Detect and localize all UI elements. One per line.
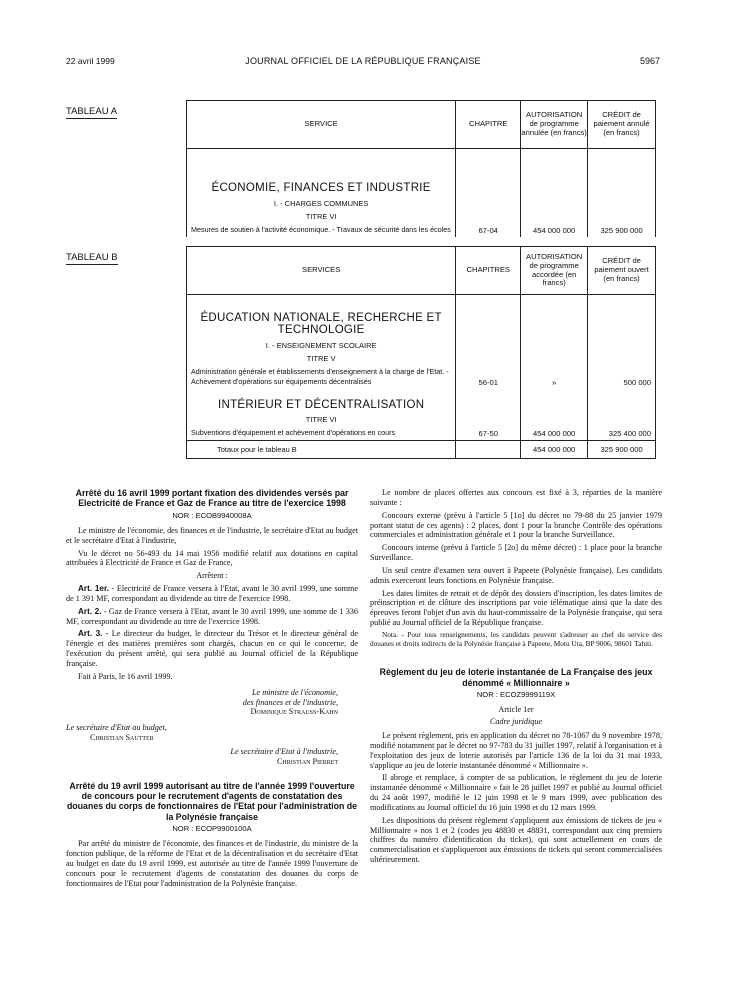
col-header-chapitres: CHAPITRES [456, 247, 521, 295]
arrete-2-interne: Concours interne (prévu à l'article 5 [2o] du même décret) : 1 place pour la branche Surveillance. [370, 543, 662, 563]
autorisation-value: » [521, 295, 588, 389]
arrete-1-arretent: Arrêtent : [196, 571, 228, 581]
section-title: INTÉRIEUR ET DÉCENTRALISATION [217, 398, 425, 411]
section-subtitle: I. - CHARGES COMMUNES [273, 198, 369, 208]
arrete-1-vu: Vu le décret no 56-493 du 14 mai 1956 modifié relatif aux dotations en capital attribuées à Electricité de France et Gaz de France, [66, 548, 358, 568]
section-titre: TITRE VI [305, 415, 337, 425]
tableau-b-label: TABLEAU B [66, 252, 118, 263]
issue-date: 22 avril 1999 [66, 56, 115, 66]
section-titre: TITRE V [306, 354, 336, 364]
service-line: Administration générale et établissements d'enseignement à la charge de l'Etat. - Achèvement d'opérations sur équipements décentralisés [191, 367, 449, 386]
autorisation-value: 454 000 000 [521, 149, 588, 237]
chapitre-value: 67-50 [456, 389, 521, 441]
signature-minister: Le ministre de l'économie, des finances et de l'industrie, Dominique Strauss-Kahn [242, 687, 338, 717]
section-title: ÉDUCATION NATIONALE, RECHERCHE ET TECHNOLOGIE [200, 311, 442, 337]
arrete-1-nor: NOR : ECOB9940008A [172, 510, 252, 520]
arrete-1-art-1: Art. 1er. - Electricité de France versera à l'Etat, avant le 30 avril 1999, une somme de 1 391 MF, correspondant au dividende au titre de l'exercice 1998. [66, 584, 358, 603]
total-autorisation: 454 000 000 [521, 441, 588, 459]
arrete-2-places: Le nombre de places offertes aux concours est fixé à 3, réparties de la manière suivante : [370, 488, 662, 507]
arrete-2-title: Arrêté du 19 avril 1999 autorisant au titre de l'année 1999 l'ouverture de concours pour le recrutement d'agents de constatation des douanes du corps de fonctionnaires de l'Etat pour l'administration de la Polynésie française [66, 780, 358, 822]
tableau-a-header-row [187, 101, 656, 149]
signature-industrie: Le secrétaire d'Etat à l'industrie, Christian Pierret [230, 746, 338, 766]
tableau-a-body-row [187, 149, 656, 237]
reglement-title: Règlement du jeu de loterie instantanée de La Française des jeux dénommé « Millionnaire » [379, 667, 653, 688]
total-label: Totaux pour le tableau B [187, 441, 456, 459]
reglement-p2: Il abroge et remplace, à compter de sa publication, le règlement du jeu de loterie instantanée dénommé « Millionnaire » fait le 28 juillet 1997 et publié au Journal officiel du 24 août 1997, modifié le 12 juin 1998 et le 9 mars 1999, avec publication des modifications au Journal officiel du 16 juin 1998 et du 12 mars 1999. [370, 773, 662, 812]
arrete-1-title: Arrêté du 16 avril 1999 portant fixation des dividendes versés par Electricité de France et Gaz de France au titre de l'exercice 1998 [75, 488, 349, 509]
col-header-credit: CRÉDIT de paiement annulé (en francs) [588, 101, 656, 149]
col-header-autorisation: AUTORISATION de programme accordée (en francs) [521, 247, 588, 295]
left-column [66, 488, 358, 891]
tableau-b-row-education [187, 295, 656, 389]
col-header-chapitre: CHAPITRE [456, 101, 521, 149]
col-header-autorisation: AUTORISATION de programme annulée (en francs) [521, 101, 588, 149]
service-line: Mesures de soutien à l'activité économique. - Travaux de sécurité dans les écoles [191, 224, 451, 234]
reglement-article-1: Article 1er [498, 705, 534, 715]
col-header-services: SERVICES [187, 247, 456, 295]
total-credit: 325 900 000 [588, 441, 656, 459]
tableau-a-label: TABLEAU A [66, 106, 118, 117]
arrete-1-art-3: Art. 3. - Le directeur du budget, le directeur du Trésor et le directeur général de l'énergie et des matières premières sont chargés, chacun en ce qui le concerne, de l'exécution du présent arrêté, qui sera publié au Journal officiel de la République française. [66, 629, 358, 668]
signature-budget: Le secrétaire d'Etat au budget, Christian Sautter [66, 723, 167, 743]
arrete-2-externe: Concours externe (prévu à l'article 5 [1o] du décret no 79-88 du 25 janvier 1979 portant statut de ces agents) : 2 places, dont 1 pour la branche Contrôle des opérations commerciales et administration générale et 1 pour la branche Surveillance. [370, 510, 662, 540]
tableau-b-total-row [187, 441, 656, 459]
credit-value: 500 000 [588, 295, 656, 389]
credit-value: 325 900 000 [588, 149, 656, 237]
arrete-1-fait: Fait à Paris, le 16 avril 1999. [78, 671, 173, 681]
journal-title: JOURNAL OFFICIEL DE LA RÉPUBLIQUE FRANÇAISE [245, 56, 481, 66]
arrete-2-dates: Les dates limites de retrait et de dépôt des dossiers d'inscription, les dates limites de préinscription et de clôture des inscriptions par voie télématique ainsi que la date des épreuves feront l'objet d'un avis du haut-commissaire de la Polynésie française, qui sera publié au Journal officiel de la République française. [370, 588, 662, 628]
tableau-a [186, 100, 656, 237]
reglement-p3: Les dispositions du présent règlement s'appliquent aux émissions de tickets de jeu « Millionnaire » nos 1 et 2 (codes jeu 48830 et 48831, correspondant aux cinq premiers chiffres du numéro d'identification du ticket), qui sont actuellement en cours de commercialisation et s'appliqueront aux émissions de tickets qui seront commercialisées ultérieurement. [370, 815, 662, 865]
credit-value: 325 400 000 [588, 389, 656, 441]
arrete-2-body: Par arrêté du ministre de l'économie, des finances et de l'industrie, du ministre de la fonction publique, de la réforme de l'Etat et de la décentralisation et du secrétaire d'Etat au budget en date du 19 avril 1999, est autorisée au titre de l'année 1999 l'ouverture de concours pour le recrutement d'agents de constatation des douanes du corps de fonctionnaires de l'Etat pour l'administration de la Polynésie française. [66, 839, 358, 888]
tableau-b-header-row [187, 247, 656, 295]
service-line: Subventions d'équipement et achèvement d'opérations en cours [191, 428, 396, 438]
page-number: 5967 [639, 56, 660, 66]
right-column [370, 488, 662, 868]
arrete-1-intro: Le ministre de l'économie, des finances et de l'industrie, le secrétaire d'Etat au budget et le secrétaire d'Etat à l'industrie, [66, 525, 358, 545]
section-titre: TITRE VI [305, 211, 337, 221]
autorisation-value: 454 000 000 [521, 389, 588, 441]
arrete-1-art-2: Art. 2. - Gaz de France versera à l'Etat, avant le 30 avril 1999, une somme de 1 336 MF, correspondant au dividende au titre de l'exercice 1998. [66, 606, 358, 626]
section-subtitle: I. - ENSEIGNEMENT SCOLAIRE [265, 341, 377, 351]
col-header-credit: CRÉDIT de paiement ouvert (en francs) [588, 247, 656, 295]
reglement-p1: Le présent règlement, pris en application du décret no 78-1067 du 9 novembre 1978, modifié notamment par le décret no 97-783 du 31 juillet 1997, relatif à l'organisation et à l'exploitation des jeux de loterie autorisés par l'article 136 de la loi du 31 mai 1933, s'applique au jeu de loterie instantanée dénommé « Millionnaire ». [370, 731, 662, 770]
total-chapitre-empty [456, 441, 521, 459]
reglement-cadre: Cadre juridique [489, 717, 543, 727]
section-title: ÉCONOMIE, FINANCES ET INDUSTRIE [211, 182, 431, 195]
reglement-nor: NOR : ECOZ9999119X [476, 690, 556, 700]
tableau-b [186, 246, 656, 459]
page-header [66, 56, 660, 68]
tableau-b-row-interieur [187, 389, 656, 441]
arrete-2-nota: Nota. - Pour tous renseignements, les candidats peuvent s'adresser au chef du service des douanes et droits indirects de la Polynésie française à Papeete, Motu Uta, BP 9006, 98601 Tahiti. [370, 629, 662, 648]
col-header-service: SERVICE [187, 101, 456, 149]
arrete-2-centre: Un seul centre d'examen sera ouvert à Papeete (Polynésie française). Les candidats admis exerceront leurs fonctions en Polynésie française. [370, 565, 662, 585]
arrete-2-nor: NOR : ECOP9900100A [172, 824, 252, 834]
chapitre-value: 56-01 [456, 295, 521, 389]
chapitre-value: 67-04 [456, 149, 521, 237]
